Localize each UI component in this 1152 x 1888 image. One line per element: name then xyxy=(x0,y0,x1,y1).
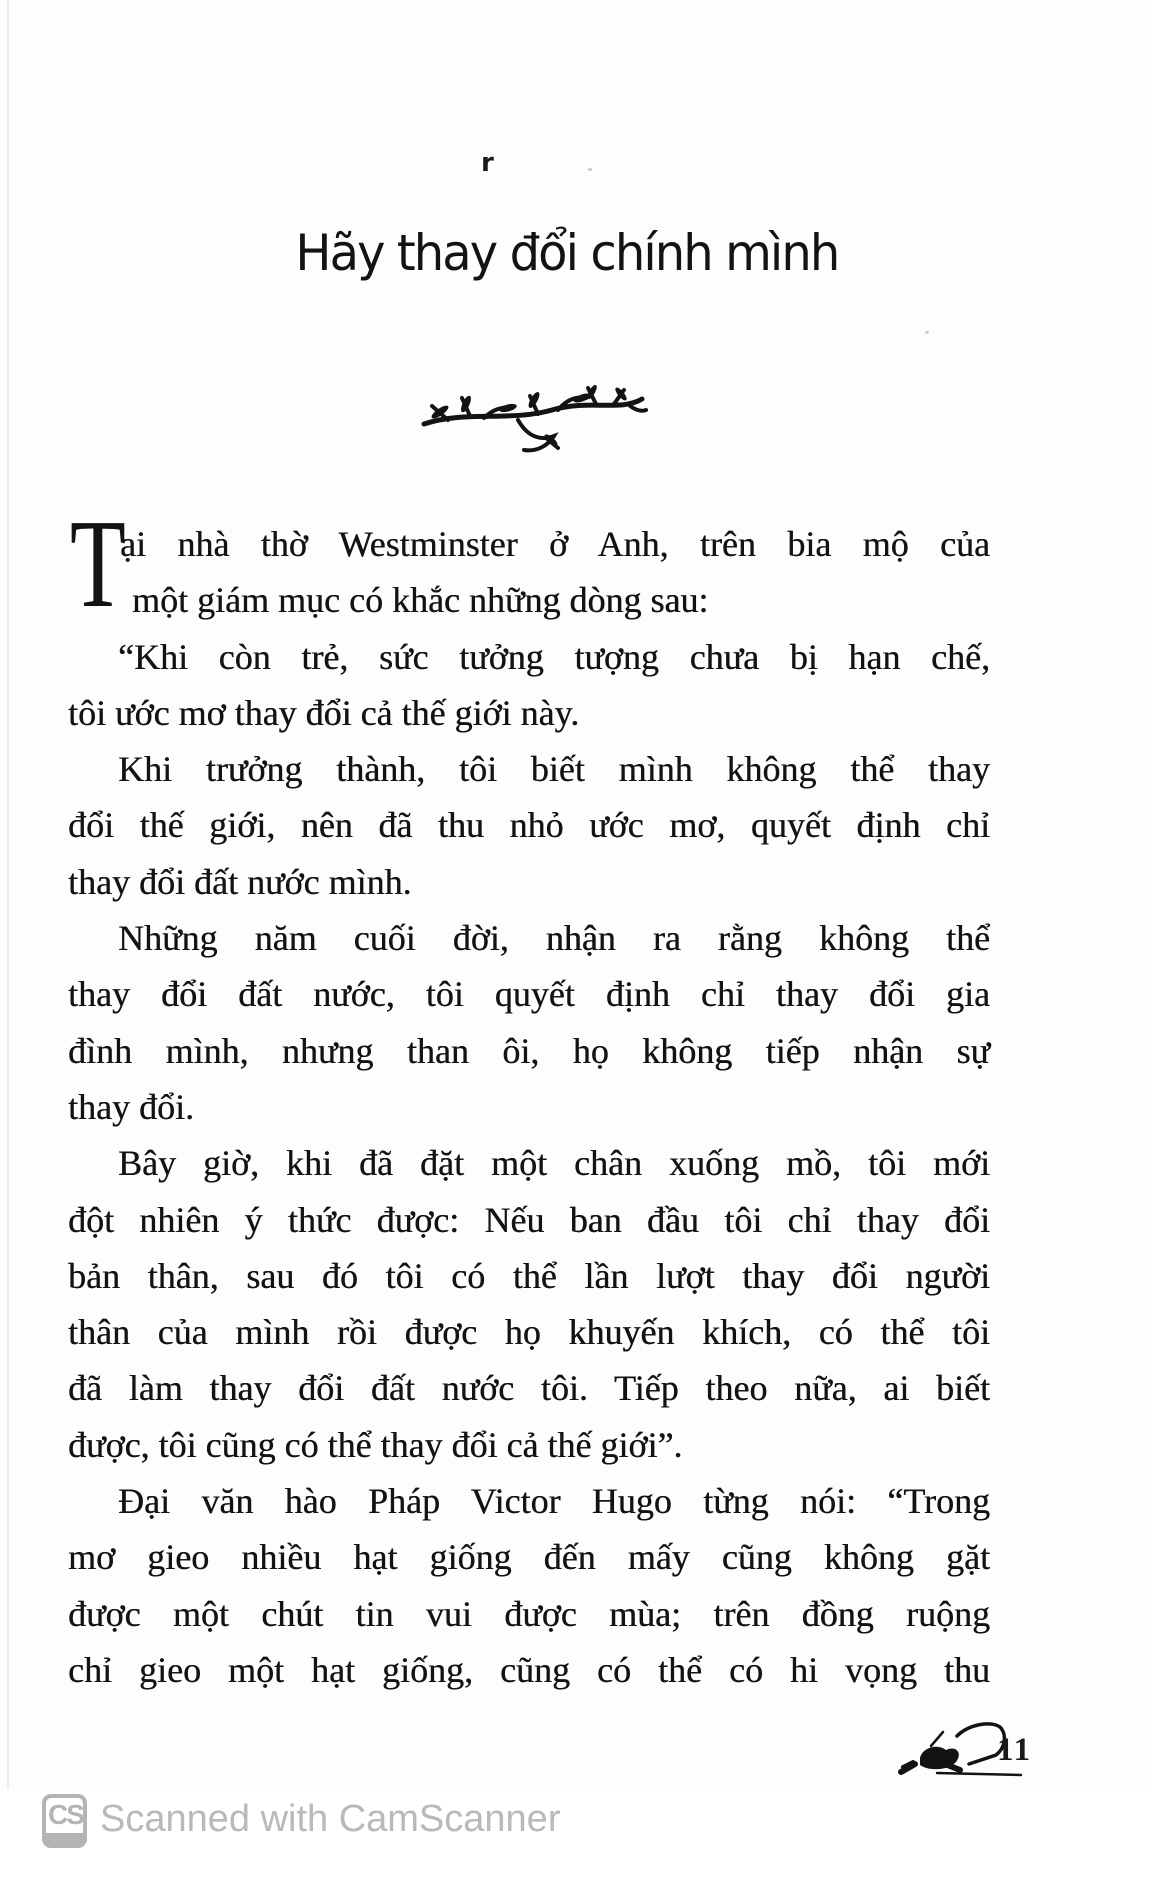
body-text xyxy=(68,495,990,1698)
text-line: Bây giờ, khi đã đặt một chân xuống mồ, tôi mới xyxy=(118,1143,990,1184)
text-line: thay đổi đất nước, tôi quyết định chỉ thay đổi gia xyxy=(68,974,990,1015)
text-line: mơ gieo nhiều hạt giống đến mấy cũng không gặt xyxy=(68,1537,990,1578)
text-line: chỉ gieo một hạt giống, cũng có thể có hi vọng thu xyxy=(68,1649,990,1690)
text-line: đột nhiên ý thức được: Nếu ban đầu tôi chỉ thay đổi xyxy=(68,1199,990,1240)
camscanner-watermark-text: Scanned with CamScanner xyxy=(100,1798,561,1840)
branch-flourish-ornament xyxy=(418,370,648,458)
text-line: thay đổi. xyxy=(68,1086,194,1127)
camscanner-logo-bar xyxy=(46,1833,83,1844)
text-line: thân của mình rồi được họ khuyến khích, có thể tôi xyxy=(68,1312,990,1353)
page-number: 11 xyxy=(997,1732,1033,1768)
text-line: Khi trưởng thành, tôi biết mình không thể thay xyxy=(118,749,990,790)
text-line: “Khi còn trẻ, sức tưởng tượng chưa bị hạn chế, xyxy=(118,636,990,677)
camscanner-footer xyxy=(0,1790,1152,1888)
stray-ink-mark: r xyxy=(481,148,494,178)
scan-edge-artifact xyxy=(7,0,9,1790)
text-line: bản thân, sau đó tôi có thể lần lượt thay đổi người xyxy=(68,1255,990,1296)
paper-speck xyxy=(925,331,929,334)
chapter-title: Hãy thay đổi chính mình xyxy=(295,224,839,282)
drop-cap: T xyxy=(70,495,126,634)
text-line: được, tôi cũng có thể thay đổi cả thế giới”. xyxy=(68,1424,683,1465)
text-line: đổi thế giới, nên đã thu nhỏ ước mơ, quyết định chỉ xyxy=(68,805,990,846)
text-line: thay đổi đất nước mình. xyxy=(68,861,412,902)
text-line: một giám mục có khắc những dòng sau: xyxy=(132,580,709,621)
text-line: ại nhà thờ Westminster ở Anh, trên bia mộ của xyxy=(120,524,990,564)
text-line: Những năm cuối đời, nhận ra rằng không thể xyxy=(118,918,990,959)
paper-speck xyxy=(588,168,592,171)
text-line: được một chút tin vui được mùa; trên đồng ruộng xyxy=(68,1593,990,1634)
camscanner-logo-text: CS xyxy=(48,1799,83,1830)
camscanner-logo-icon xyxy=(42,1794,87,1848)
text-line: đã làm thay đổi đất nước tôi. Tiếp theo nữa, ai biết xyxy=(68,1368,990,1409)
text-line: đình mình, nhưng than ôi, họ không tiếp nhận sự xyxy=(68,1030,990,1071)
text-line: tôi ước mơ thay đổi cả thế giới này. xyxy=(68,692,580,733)
text-line: Đại văn hào Pháp Victor Hugo từng nói: “Trong xyxy=(118,1481,990,1522)
